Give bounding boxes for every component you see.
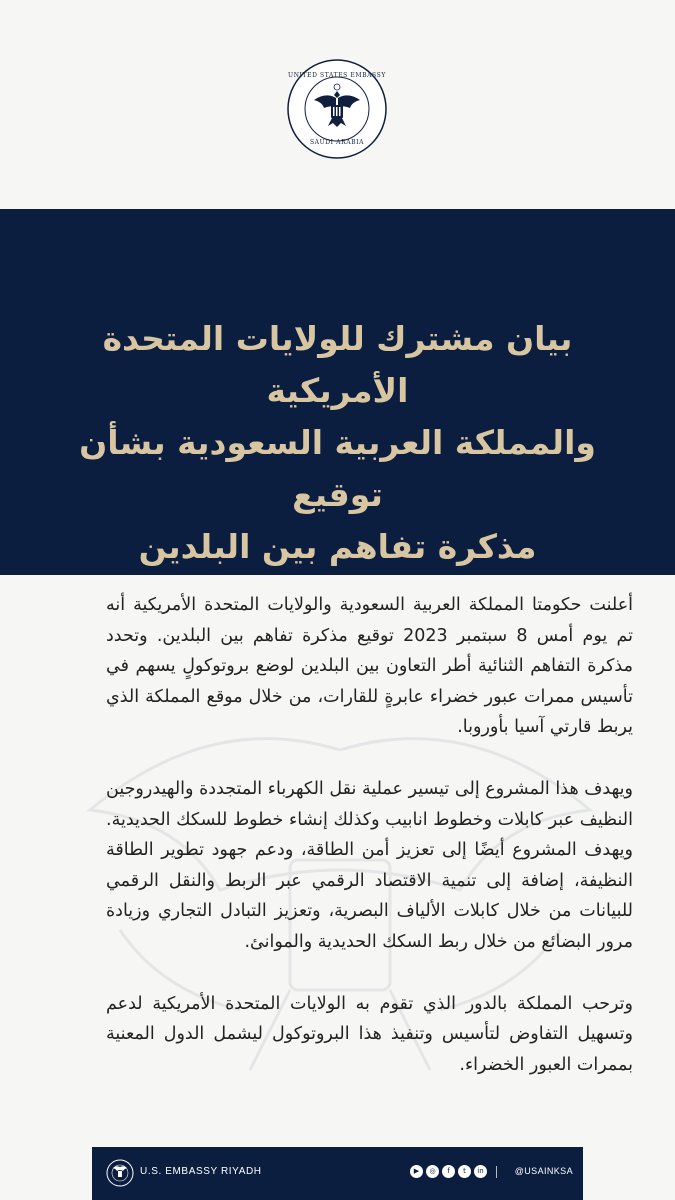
seal-top-text: UNITED STATES EMBASSY bbox=[288, 72, 386, 79]
footer-handle[interactable]: @USAINKSA bbox=[514, 1166, 573, 1176]
linkedin-icon[interactable]: in bbox=[474, 1165, 487, 1178]
instagram-icon[interactable]: ◎ bbox=[426, 1165, 439, 1178]
footer-social-icons bbox=[410, 1165, 487, 1178]
seal-bottom-text: SAUDI ARABIA bbox=[309, 139, 365, 146]
footer-separator bbox=[496, 1166, 497, 1178]
statement-body bbox=[106, 590, 633, 1080]
paragraph-1: أعلنت حكومتا المملكة العربية السعودية والولايات المتحدة الأمريكية أنه تم يوم أمس 8 سبتمبر 2023 توقيع مذكرة تفاهم بين البلدين. وتحدد مذكرة التفاهم الثنائية أطر التعاون بين البلدين لوضع بروتوكولٍ يسهم في تأسيس ممرات عبور خضراء عابرةٍ للقارات، من خلال موقع المملكة الذي يربط قارتي آسيا بأوروبا. bbox=[106, 595, 633, 738]
paragraph-2: ويهدف هذا المشروع إلى تيسير عملية نقل الكهرباء المتجددة والهيدروجين النظيف عبر كابلات وخطوط انابيب وكذلك إنشاء خطوط للسكك الحديدية. ويهدف المشروع أيضًا إلى تعزيز أمن الطاقة، ودعم جهود تطوير الطاقة النظيفة، إضافة إلى تنمية الاقتصاد الرقمي عبر الربط والنقل الرقمي للبيانات من خلال كابلات الألياف البصرية، وتعزيز التبادل التجاري وزيادة مرور البضائع من خلال ربط السكك الحديدية والموانئ. bbox=[106, 778, 633, 952]
footer-seal-icon bbox=[106, 1159, 134, 1187]
paragraph-3: وترحب المملكة بالدور الذي تقوم به الولايات المتحدة الأمريكية لدعم وتسهيل التفاوض لتأسيس وتنفيذ هذا البروتوكول ليشمل الدول المعنية بممرات العبور الخضراء. bbox=[106, 993, 633, 1075]
title-band bbox=[0, 209, 675, 575]
page-title bbox=[40, 313, 635, 573]
footer-seal bbox=[106, 1159, 134, 1187]
embassy-seal bbox=[286, 58, 388, 160]
youtube-icon[interactable]: ▶ bbox=[410, 1165, 423, 1178]
footer-embassy-name: U.S. EMBASSY RIYADH bbox=[140, 1166, 262, 1177]
title-line-3: مذكرة تفاهم بين البلدين bbox=[138, 527, 537, 566]
twitter-icon[interactable]: t bbox=[458, 1165, 471, 1178]
title-line-1: بيان مشترك للولايات المتحدة الأمريكية bbox=[102, 319, 573, 410]
facebook-icon[interactable]: f bbox=[442, 1165, 455, 1178]
footer-bar bbox=[92, 1147, 583, 1200]
title-line-2: والمملكة العربية السعودية بشأن توقيع bbox=[79, 423, 596, 514]
